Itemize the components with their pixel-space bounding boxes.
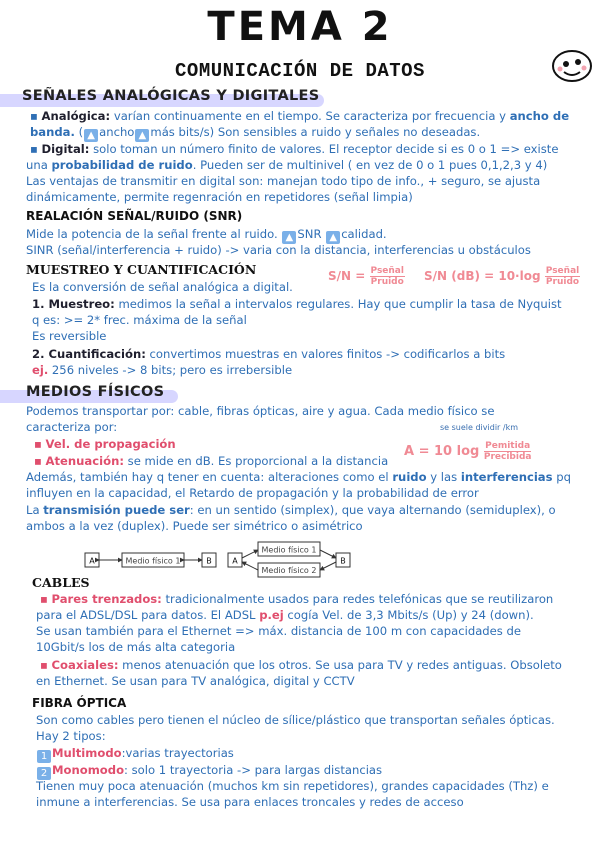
snr-formula: S/N = $\frac{\text{Pseñal}}{\text{Pruido}}$ [328,266,404,287]
svg-text:A: A [232,556,238,566]
text-line: Además, también hay q tener en cuenta: alteraciones como el ruido y las interferencias pq [26,470,571,484]
text-line: ▪ Pares trenzados: tradicionalmente usados para redes telefónicas que se reutilizaron [40,592,554,606]
duplex-diagram [228,542,350,577]
text-line: ▪ Vel. de propagación [34,437,176,451]
text-line: 2 Monomodo: solo 1 trayectoria -> para largas distancias [36,763,382,780]
arrow-up-icon: ▲ [282,231,296,244]
text-line: q es: >= 2* frec. máxima de la señal [32,313,247,327]
svg-text:B: B [206,556,212,566]
text-line: Es reversible [32,329,107,343]
number-badge: 1 [37,750,51,763]
number-badge: 2 [37,767,51,780]
text-line: SINR (señal/interferencia + ruido) -> varia con la distancia, interferencias u obstáculos [26,243,531,257]
text-line: ▪ Atenuación: se mide en dB. Es proporcional a la distancia [34,454,389,468]
text-line: una probabilidad de ruido. Pueden ser de multinivel ( en vez de 0 o 1 pues 0,1,2,3 y 4) [26,158,548,172]
svg-text:Medio físico 1: Medio físico 1 [261,545,317,555]
text-line: Se usan también para el Ethernet => máx. distancia de 100 m con capacidades de [36,624,522,638]
subsection-title: MUESTREO Y CUANTIFICACIÓN [26,262,257,277]
text-line: Tienen muy poca atenuación (muchos km sin repetidores), grandes capacidades (Thz) e [36,779,549,793]
svg-text:B: B [340,556,346,566]
attenuation-formula: A = 10 log $\frac{\text{Pemitida}}{\text{Precibida}}$ [404,441,532,462]
text-line: Son como cables pero tienen el núcleo de sílice/plástico que transportan señales ópticas. [36,713,555,727]
page-title: TEMA 2 [207,4,393,50]
subsection-title: CABLES [32,575,90,590]
text-line: ▪ Analógica: varían continuamente en el tiempo. Se caracteriza por frecuencia y ancho de [30,109,570,123]
text-line: Las ventajas de transmitir en digital son: manejan todo tipo de info., + seguro, se ajusta [26,174,541,188]
simplex-diagram [85,553,216,567]
text-line: 10Gbit/s los de más alta categoria [36,640,236,654]
text-line: influyen en la capacidad, el Retardo de propagación y la probabilidad de error [26,486,479,500]
text-line: en Ethernet. Se usan para TV analógica, digital y CCTV [36,674,355,688]
subsection-title: REALACIÓN SEÑAL/RUIDO (SNR) [26,209,243,223]
text-line: ▪ Coaxiales: menos atenuación que los otros. Se usa para TV y redes antiguas. Obsoleto [40,658,562,672]
text-line: banda. ( ▲ ancho ▲ más bits/s) Son sensibles a ruido y señales no deseadas. [30,125,481,141]
text-line: 2. Cuantificación: convertimos muestras en valores finitos -> codificarlos a bits [32,347,506,361]
text-line: Es la conversión de señal analógica a digital. [32,280,293,294]
snr-db-formula: S/N (dB) = 10·log $\frac{\text{Pseñal}}{\text{Pruido}}$ [424,266,580,287]
svg-text:Medio físico 1: Medio físico 1 [125,556,181,566]
text-line: ambos a la vez (duplex). Puede ser simétrico o asimétrico [26,519,363,533]
text-line: dinámicamente, permite regenración en repetidores (señal limpia) [26,190,413,204]
svg-text:Medio físico 2: Medio físico 2 [261,566,317,575]
text-line: 1. Muestreo: medimos la señal a intervalos regulares. Hay que cumplir la tasa de Nyquist [32,297,562,311]
text-line: para el ADSL/DSL para datos. El ADSL p.ej cogía Vel. de 3,3 Mbits/s (Up) y 24 (down). [36,608,534,622]
transmission-diagram [80,540,380,578]
text-line: Podemos transportar por: cable, fibras ópticas, aire y agua. Cada medio físico se [26,404,495,418]
arrow-up-icon: ▲ [135,129,149,142]
text-line: 1 Multimodo:varias trayectorias [36,746,234,763]
section-title: MEDIOS FÍSICOS [26,384,165,400]
page-subtitle: COMUNICACIÓN DE DATOS [175,60,425,82]
handwritten-note: se suele dividir /km [440,423,518,432]
text-line: ej. 256 niveles -> 8 bits; pero es irrebersible [32,363,293,377]
text-line: La transmisión puede ser: en un sentido (simplex), que vaya alternando (semiduplex), o [26,503,556,517]
text-line: Hay 2 tipos: [36,729,106,743]
section-title: SEÑALES ANALÓGICAS Y DIGITALES [22,88,320,104]
arrow-up-icon: ▲ [84,129,98,142]
subsection-title: FIBRA ÓPTICA [32,696,127,710]
text-line: ▪ Digital: solo toman un número finito de valores. El receptor decide si es 0 o 1 => existe [30,142,559,156]
svg-text:A: A [89,556,95,566]
text-line: caracteriza por: [26,420,118,434]
text-line: Mide la potencia de la señal frente al ruido. ▲ SNR ▲ calidad. [26,227,387,243]
mascot-icon [550,48,594,84]
arrow-up-icon: ▲ [326,231,340,244]
text-line: inmune a interferencias. Se usa para enlaces troncales y redes de acceso [36,795,464,809]
